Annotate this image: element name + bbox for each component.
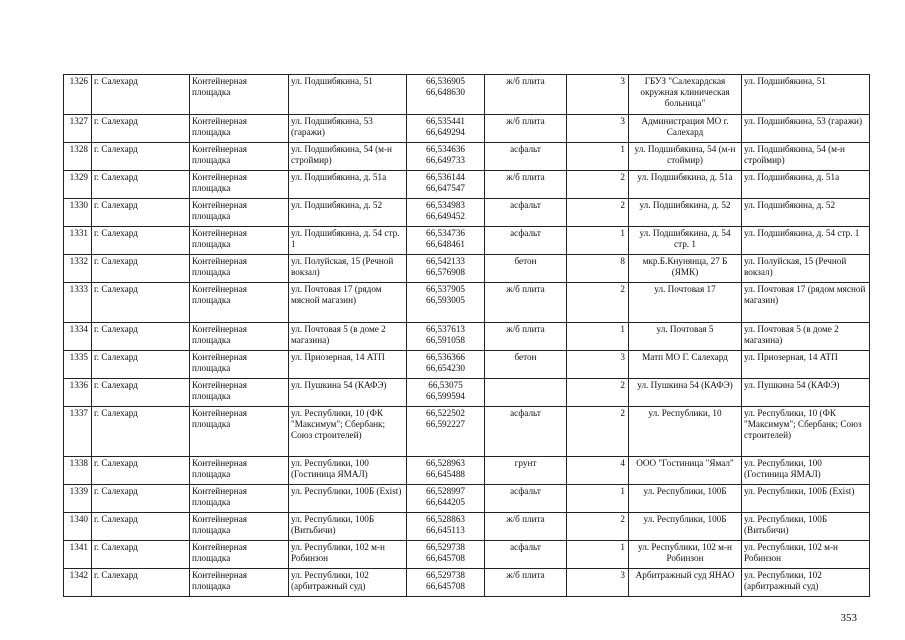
type-cell: Контейнерная площадка bbox=[190, 379, 289, 407]
type-cell: Контейнерная площадка bbox=[190, 227, 289, 255]
container-count-cell: 3 bbox=[567, 351, 629, 379]
city-cell: г. Салехард bbox=[92, 351, 190, 379]
coordinates-cell bbox=[407, 541, 485, 569]
table-row bbox=[64, 199, 870, 227]
coordinates-cell bbox=[407, 485, 485, 513]
row-number: 1332 bbox=[64, 255, 92, 283]
row-number: 1327 bbox=[64, 115, 92, 143]
source-address-cell: ул. Подшибякина, 54 (м-н строймир) bbox=[742, 143, 870, 171]
latitude: 66,528997 bbox=[425, 486, 466, 496]
container-count-cell: 2 bbox=[567, 171, 629, 199]
coordinates-cell bbox=[407, 115, 485, 143]
latitude: 66,528963 bbox=[425, 458, 466, 468]
coordinates-cell bbox=[407, 75, 485, 115]
table-row bbox=[64, 457, 870, 485]
latitude: 66,528863 bbox=[425, 514, 466, 524]
coordinates-cell bbox=[407, 569, 485, 597]
table-row bbox=[64, 541, 870, 569]
owner-cell: ГБУЗ "Салехардская окружная клиническая больница" bbox=[629, 75, 742, 115]
container-count-cell: 2 bbox=[567, 407, 629, 457]
container-count-cell: 3 bbox=[567, 569, 629, 597]
coordinates-cell bbox=[407, 513, 485, 541]
page-number: 353 bbox=[840, 612, 857, 624]
address-cell: ул. Подшибякина, 54 (м-н строймир) bbox=[289, 143, 407, 171]
source-address-cell: ул. Республики, 100Б (Exist) bbox=[742, 485, 870, 513]
surface-cell: ж/б плита bbox=[485, 75, 567, 115]
surface-cell: ж/б плита bbox=[485, 323, 567, 351]
surface-cell: грунт bbox=[485, 457, 567, 485]
row-number: 1339 bbox=[64, 485, 92, 513]
city-cell: г. Салехард bbox=[92, 199, 190, 227]
surface-cell: асфальт bbox=[485, 407, 567, 457]
source-address-cell: ул. Республики, 102 (арбитражный суд) bbox=[742, 569, 870, 597]
coordinates-cell bbox=[407, 199, 485, 227]
type-cell: Контейнерная площадка bbox=[190, 283, 289, 323]
address-cell: ул. Подшибякина, 51 bbox=[289, 75, 407, 115]
longitude: 66,649733 bbox=[425, 155, 466, 165]
table-row bbox=[64, 227, 870, 255]
longitude: 66,599594 bbox=[425, 391, 466, 401]
longitude: 66,645488 bbox=[425, 469, 466, 479]
latitude: 66,535441 bbox=[425, 116, 466, 126]
surface-cell: асфальт bbox=[485, 485, 567, 513]
owner-cell: ул. Подшибякина, д. 52 bbox=[629, 199, 742, 227]
longitude: 66,644205 bbox=[425, 497, 466, 507]
coordinates-cell bbox=[407, 323, 485, 351]
type-cell: Контейнерная площадка bbox=[190, 115, 289, 143]
source-address-cell: ул. Подшибякина, д. 51а bbox=[742, 171, 870, 199]
surface-cell: асфальт bbox=[485, 143, 567, 171]
city-cell: г. Салехард bbox=[92, 457, 190, 485]
source-address-cell: ул. Приозерная, 14 АТП bbox=[742, 351, 870, 379]
address-cell: ул. Республики, 100Б (Витьбичи) bbox=[289, 513, 407, 541]
source-address-cell: ул. Республики, 100Б (Витьбичи) bbox=[742, 513, 870, 541]
table-row bbox=[64, 115, 870, 143]
longitude: 66,576908 bbox=[425, 267, 466, 277]
longitude: 66,648630 bbox=[425, 87, 466, 97]
owner-cell: ул. Подшибякина, д. 54 стр. 1 bbox=[629, 227, 742, 255]
address-cell: ул. Почтовая 5 (в доме 2 магазина) bbox=[289, 323, 407, 351]
longitude: 66,648461 bbox=[425, 239, 466, 249]
address-cell: ул. Подшибякина, д. 52 bbox=[289, 199, 407, 227]
container-count-cell: 3 bbox=[567, 115, 629, 143]
surface-cell: ж/б плита bbox=[485, 115, 567, 143]
surface-cell: ж/б плита bbox=[485, 513, 567, 541]
owner-cell: ул. Республики, 10 bbox=[629, 407, 742, 457]
container-count-cell: 4 bbox=[567, 457, 629, 485]
table-row bbox=[64, 283, 870, 323]
row-number: 1328 bbox=[64, 143, 92, 171]
type-cell: Контейнерная площадка bbox=[190, 457, 289, 485]
row-number: 1341 bbox=[64, 541, 92, 569]
city-cell: г. Салехард bbox=[92, 255, 190, 283]
source-address-cell: ул. Республики, 102 м-н Робинзон bbox=[742, 541, 870, 569]
row-number: 1335 bbox=[64, 351, 92, 379]
row-number: 1342 bbox=[64, 569, 92, 597]
city-cell: г. Салехард bbox=[92, 379, 190, 407]
owner-cell: Арбитражный суд ЯНАО bbox=[629, 569, 742, 597]
coordinates-cell bbox=[407, 171, 485, 199]
latitude: 66,53075 bbox=[428, 380, 463, 390]
latitude: 66,529738 bbox=[425, 570, 466, 580]
longitude: 66,592227 bbox=[425, 419, 466, 429]
owner-cell: Администрация МО г. Салехард bbox=[629, 115, 742, 143]
address-cell: ул. Республики, 102 (арбитражный суд) bbox=[289, 569, 407, 597]
type-cell: Контейнерная площадка bbox=[190, 513, 289, 541]
address-cell: ул. Подшибякина, д. 54 стр. 1 bbox=[289, 227, 407, 255]
row-number: 1330 bbox=[64, 199, 92, 227]
type-cell: Контейнерная площадка bbox=[190, 323, 289, 351]
surface-cell: асфальт bbox=[485, 227, 567, 255]
surface-cell: ж/б плита bbox=[485, 569, 567, 597]
city-cell: г. Салехард bbox=[92, 143, 190, 171]
table-row bbox=[64, 407, 870, 457]
owner-cell: ООО "Гостиница "Ямал" bbox=[629, 457, 742, 485]
container-count-cell: 1 bbox=[567, 143, 629, 171]
row-number: 1334 bbox=[64, 323, 92, 351]
owner-cell: ул. Республики, 100Б bbox=[629, 513, 742, 541]
surface-cell: асфальт bbox=[485, 199, 567, 227]
source-address-cell: ул. Подшибякина, 51 bbox=[742, 75, 870, 115]
container-count-cell: 1 bbox=[567, 485, 629, 513]
owner-cell: ул. Подшибякина, д. 51а bbox=[629, 171, 742, 199]
table-row bbox=[64, 143, 870, 171]
address-cell: ул. Подшибякина, д. 51а bbox=[289, 171, 407, 199]
coordinates-cell bbox=[407, 379, 485, 407]
city-cell: г. Салехард bbox=[92, 115, 190, 143]
address-cell: ул. Полуйская, 15 (Речной вокзал) bbox=[289, 255, 407, 283]
coordinates-cell bbox=[407, 457, 485, 485]
row-number: 1337 bbox=[64, 407, 92, 457]
city-cell: г. Салехард bbox=[92, 283, 190, 323]
address-cell: ул. Республики, 100Б (Exist) bbox=[289, 485, 407, 513]
latitude: 66,537613 bbox=[425, 324, 466, 334]
container-count-cell: 1 bbox=[567, 323, 629, 351]
container-count-cell: 8 bbox=[567, 255, 629, 283]
row-number: 1340 bbox=[64, 513, 92, 541]
latitude: 66,536905 bbox=[425, 76, 466, 86]
table-row bbox=[64, 351, 870, 379]
city-cell: г. Салехард bbox=[92, 227, 190, 255]
latitude: 66,537905 bbox=[425, 284, 466, 294]
coordinates-cell bbox=[407, 351, 485, 379]
source-address-cell: ул. Республики, 10 (ФК "Максимум"; Сбербанк; Союз строителей) bbox=[742, 407, 870, 457]
container-count-cell: 3 bbox=[567, 75, 629, 115]
type-cell: Контейнерная площадка bbox=[190, 407, 289, 457]
surface-cell: асфальт bbox=[485, 541, 567, 569]
source-address-cell: ул. Подшибякина, 53 (гаражи) bbox=[742, 115, 870, 143]
type-cell: Контейнерная площадка bbox=[190, 143, 289, 171]
table-row bbox=[64, 323, 870, 351]
latitude: 66,522502 bbox=[425, 408, 466, 418]
source-address-cell: ул. Почтовая 5 (в доме 2 магазина) bbox=[742, 323, 870, 351]
latitude: 66,529738 bbox=[425, 542, 466, 552]
type-cell: Контейнерная площадка bbox=[190, 199, 289, 227]
city-cell: г. Салехард bbox=[92, 75, 190, 115]
surface-cell: ж/б плита bbox=[485, 283, 567, 323]
surface-cell: бетон bbox=[485, 351, 567, 379]
source-address-cell: ул. Подшибякина, д. 52 bbox=[742, 199, 870, 227]
type-cell: Контейнерная площадка bbox=[190, 255, 289, 283]
city-cell: г. Салехард bbox=[92, 485, 190, 513]
address-cell: ул. Республики, 100 (Гостиница ЯМАЛ) bbox=[289, 457, 407, 485]
latitude: 66,534736 bbox=[425, 228, 466, 238]
source-address-cell: ул. Почтовая 17 (рядом мясной магазин) bbox=[742, 283, 870, 323]
container-count-cell: 2 bbox=[567, 513, 629, 541]
latitude: 66,536144 bbox=[425, 172, 466, 182]
address-cell: ул. Республики, 102 м-н Робинзон bbox=[289, 541, 407, 569]
city-cell: г. Салехард bbox=[92, 513, 190, 541]
table-row bbox=[64, 171, 870, 199]
type-cell: Контейнерная площадка bbox=[190, 569, 289, 597]
owner-cell: ул. Республики, 100Б bbox=[629, 485, 742, 513]
container-count-cell: 1 bbox=[567, 541, 629, 569]
row-number: 1329 bbox=[64, 171, 92, 199]
owner-cell: мкр.Б.Кнунянца, 27 Б (ЯМК) bbox=[629, 255, 742, 283]
row-number: 1326 bbox=[64, 75, 92, 115]
city-cell: г. Салехард bbox=[92, 407, 190, 457]
source-address-cell: ул. Полуйская, 15 (Речной вокзал) bbox=[742, 255, 870, 283]
table-body bbox=[64, 75, 870, 597]
city-cell: г. Салехард bbox=[92, 541, 190, 569]
source-address-cell: ул. Пушкина 54 (КАФЭ) bbox=[742, 379, 870, 407]
type-cell: Контейнерная площадка bbox=[190, 171, 289, 199]
longitude: 66,593005 bbox=[425, 295, 466, 305]
latitude: 66,536366 bbox=[425, 352, 466, 362]
city-cell: г. Салехард bbox=[92, 171, 190, 199]
address-cell: ул. Приозерная, 14 АТП bbox=[289, 351, 407, 379]
coordinates-cell bbox=[407, 283, 485, 323]
source-address-cell: ул. Подшибякина, д. 54 стр. 1 bbox=[742, 227, 870, 255]
latitude: 66,534636 bbox=[425, 144, 466, 154]
table-row bbox=[64, 513, 870, 541]
type-cell: Контейнерная площадка bbox=[190, 351, 289, 379]
owner-cell: ул. Почтовая 5 bbox=[629, 323, 742, 351]
owner-cell: ул. Республики, 102 м-н Робинзон bbox=[629, 541, 742, 569]
row-number: 1331 bbox=[64, 227, 92, 255]
surface-cell bbox=[485, 379, 567, 407]
address-cell: ул. Пушкина 54 (КАФЭ) bbox=[289, 379, 407, 407]
table-row bbox=[64, 379, 870, 407]
table-row bbox=[64, 255, 870, 283]
type-cell: Контейнерная площадка bbox=[190, 75, 289, 115]
address-cell: ул. Почтовая 17 (рядом мясной магазин) bbox=[289, 283, 407, 323]
coordinates-cell bbox=[407, 227, 485, 255]
longitude: 66,645113 bbox=[426, 525, 465, 535]
owner-cell: ул. Почтовая 17 bbox=[629, 283, 742, 323]
surface-cell: ж/б плита bbox=[485, 171, 567, 199]
container-count-cell: 2 bbox=[567, 199, 629, 227]
city-cell: г. Салехард bbox=[92, 323, 190, 351]
owner-cell: ул. Подшибякина, 54 (м-н стоймир) bbox=[629, 143, 742, 171]
row-number: 1338 bbox=[64, 457, 92, 485]
container-count-cell: 1 bbox=[567, 227, 629, 255]
city-cell: г. Салехард bbox=[92, 569, 190, 597]
address-cell: ул. Подшибякина, 53 (гаражи) bbox=[289, 115, 407, 143]
container-count-cell: 2 bbox=[567, 379, 629, 407]
longitude: 66,649294 bbox=[425, 127, 466, 137]
type-cell: Контейнерная площадка bbox=[190, 541, 289, 569]
table-row bbox=[64, 485, 870, 513]
container-count-cell: 2 bbox=[567, 283, 629, 323]
table-row bbox=[64, 75, 870, 115]
latitude: 66,542133 bbox=[425, 256, 466, 266]
latitude: 66,534983 bbox=[425, 200, 466, 210]
table-row bbox=[64, 569, 870, 597]
source-address-cell: ул. Республики, 100 (Гостиница ЯМАЛ) bbox=[742, 457, 870, 485]
longitude: 66,645708 bbox=[425, 553, 466, 563]
registry-table bbox=[63, 74, 870, 597]
owner-cell: Матп МО Г. Салехард bbox=[629, 351, 742, 379]
longitude: 66,645708 bbox=[425, 581, 466, 591]
row-number: 1336 bbox=[64, 379, 92, 407]
row-number: 1333 bbox=[64, 283, 92, 323]
longitude: 66,591058 bbox=[425, 335, 466, 345]
owner-cell: ул. Пушкина 54 (КАФЭ) bbox=[629, 379, 742, 407]
coordinates-cell bbox=[407, 255, 485, 283]
address-cell: ул. Республики, 10 (ФК "Максимум"; Сбербанк; Союз строителей) bbox=[289, 407, 407, 457]
longitude: 66,647547 bbox=[425, 183, 466, 193]
longitude: 66,649452 bbox=[425, 211, 466, 221]
surface-cell: бетон bbox=[485, 255, 567, 283]
coordinates-cell bbox=[407, 407, 485, 457]
type-cell: Контейнерная площадка bbox=[190, 485, 289, 513]
longitude: 66,654230 bbox=[425, 363, 466, 373]
coordinates-cell bbox=[407, 143, 485, 171]
